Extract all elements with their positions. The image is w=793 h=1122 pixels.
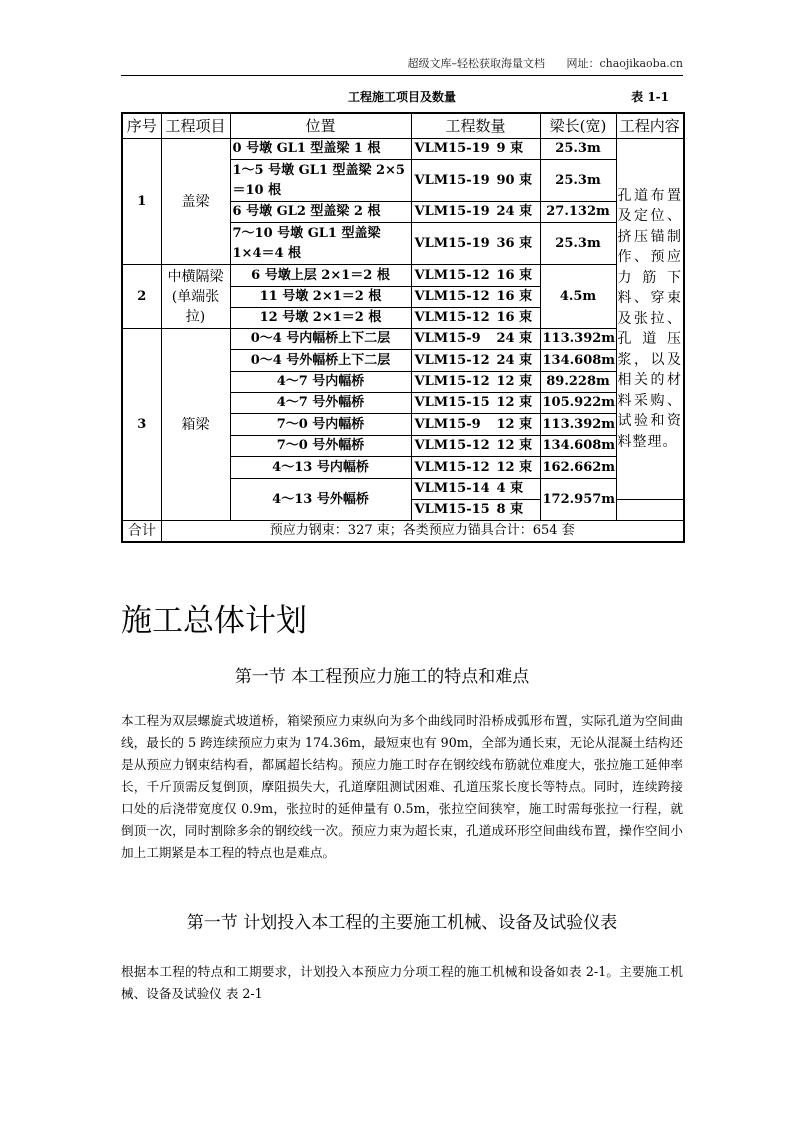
location-cell: 7～10 号墩 GL1 型盖梁 1×4＝4 根 xyxy=(230,223,411,265)
location-cell: 4～7 号内幅桥 xyxy=(230,372,411,393)
strand-count: 16 束 xyxy=(496,267,533,283)
anchor-model: VLM15-19 xyxy=(414,204,490,219)
location-cell: 1～5 号墩 GL1 型盖梁 2×5＝10 根 xyxy=(230,160,411,202)
strand-count: 12 束 xyxy=(496,459,533,475)
length-cell: 4.5m xyxy=(540,265,616,329)
quantity-cell xyxy=(411,500,540,521)
anchor-model: VLM15-15 xyxy=(414,395,490,410)
project-cell: 箱梁 xyxy=(161,329,230,521)
header-location: 位置 xyxy=(230,113,411,139)
quantity-cell xyxy=(411,287,540,308)
location-cell: 12 号墩 2×1＝2 根 xyxy=(230,308,411,329)
seq-cell: 1 xyxy=(122,139,161,265)
location-cell: 4～13 号内幅桥 xyxy=(230,457,411,479)
anchor-model: VLM15-19 xyxy=(414,235,490,251)
length-cell: 25.3m xyxy=(540,223,616,265)
quantity-cell xyxy=(411,139,540,160)
section-2-body: 根据本工程的特点和工期要求，计划投入本预应力分项工程的施工机械和设备如表 2-1。主要施工机械、设备及试验仪 表 2-1 xyxy=(121,964,683,1001)
quantity-cell xyxy=(411,350,540,372)
quantity-cell xyxy=(411,436,540,457)
anchor-model: VLM15-19 xyxy=(414,141,490,156)
strand-count: 12 束 xyxy=(496,374,533,389)
total-row xyxy=(122,521,684,543)
location-cell: 4～7 号外幅桥 xyxy=(230,393,411,414)
strand-count: 24 束 xyxy=(496,352,533,368)
quantity-cell xyxy=(411,479,540,500)
strand-count: 12 束 xyxy=(496,395,533,410)
table-caption xyxy=(121,88,683,106)
location-cell: 11 号墩 2×1＝2 根 xyxy=(230,287,411,308)
total-text: 预应力钢束：327 束；各类预应力锚具合计：654 套 xyxy=(161,521,684,543)
length-cell: 27.132m xyxy=(540,202,616,223)
section-1-body: 本工程为双层螺旋式坡道桥，箱梁预应力束纵向为多个曲线同时沿桥成弧形布置，实际孔道为空间曲线，最长的 5 跨连续预应力束为 174.36m，最短束也有 90m，全部为通长束，无论从混凝土结构还是从预应力钢束结构看，都属超长结构。预应力施工时存在钢绞线布筋就位难度大，张拉施工延伸率长，千斤顶需反复倒顶，摩阻损失大，孔道摩阻测试困难、孔道压浆长度长等特点。同时，连续跨接口处的后浇带宽度仅 0.9m，张拉时的延伸量有 0.5m，张拉空间狭窄，施工时需每张拉一行程，就倒顶一次，同时割除多余的钢绞线一次。预应力束为超长束，孔道成环形空间曲线布置，操作空间小加上工期紧是本工程的特点也是难点。 xyxy=(121,713,683,860)
table-number: 表 1-1 xyxy=(631,90,669,104)
strand-count: 16 束 xyxy=(496,310,533,325)
quantity-cell xyxy=(411,457,540,479)
header-seq: 序号 xyxy=(122,113,161,139)
length-cell: 89.228m xyxy=(540,372,616,393)
table-row xyxy=(122,139,684,160)
total-label: 合计 xyxy=(122,521,161,543)
location-cell: 7～0 号外幅桥 xyxy=(230,436,411,457)
strand-count: 24 束 xyxy=(496,331,533,346)
seq-cell: 3 xyxy=(122,329,161,521)
quantity-cell xyxy=(411,202,540,223)
header-project: 工程项目 xyxy=(161,113,230,139)
length-cell: 105.922m xyxy=(540,393,616,414)
location-cell: 6 号墩 GL2 型盖梁 2 根 xyxy=(230,202,411,223)
project-cell: 盖梁 xyxy=(161,139,230,265)
length-cell: 113.392m xyxy=(540,414,616,436)
main-title: 施工总体计划 xyxy=(121,603,307,639)
table-row xyxy=(122,329,684,350)
anchor-model: VLM15-12 xyxy=(414,459,490,475)
quantity-cell xyxy=(411,329,540,350)
quantity-cell xyxy=(411,308,540,329)
location-cell: 6 号墩上层 2×1＝2 根 xyxy=(230,265,411,287)
location-cell: 4～13 号外幅桥 xyxy=(230,479,411,521)
quantity-cell xyxy=(411,393,540,414)
table-row xyxy=(122,265,684,287)
length-cell: 25.3m xyxy=(540,160,616,202)
length-cell: 134.608m xyxy=(540,350,616,372)
seq-cell: 2 xyxy=(122,265,161,329)
quantity-cell xyxy=(411,223,540,265)
page-header xyxy=(121,55,683,76)
anchor-model: VLM15-12 xyxy=(414,310,490,325)
anchor-model: VLM15-12 xyxy=(414,267,490,283)
quantity-cell xyxy=(411,265,540,287)
anchor-model: VLM15-9 xyxy=(414,416,481,432)
length-cell: 113.392m xyxy=(540,329,616,350)
anchor-model: VLM15-14 xyxy=(414,481,490,496)
section-1-title: 第一节 本工程预应力施工的特点和难点 xyxy=(234,667,530,687)
table-title: 工程施工项目及数量 xyxy=(347,90,456,104)
project-cell: 中横隔梁(单端张拉) xyxy=(161,265,230,329)
anchor-model: VLM15-9 xyxy=(414,331,481,346)
length-cell: 25.3m xyxy=(540,139,616,160)
header-length: 梁长(宽) xyxy=(540,113,616,139)
header-quantity: 工程数量 xyxy=(411,113,540,139)
strand-count: 4 束 xyxy=(496,481,524,496)
anchor-model: VLM15-15 xyxy=(414,502,490,517)
work-content-cell: 孔道布置及定位、挤压锚制作、预应力筋下料、穿束及张拉、孔道压浆，以及相关的材料采购、试验和资料整理。 xyxy=(616,139,684,500)
quantity-cell xyxy=(411,372,540,393)
anchor-model: VLM15-12 xyxy=(414,352,490,368)
length-cell: 172.957m xyxy=(540,479,616,521)
quantity-cell xyxy=(411,414,540,436)
location-cell: 0 号墩 GL1 型盖梁 1 根 xyxy=(230,139,411,160)
strand-count: 24 束 xyxy=(496,204,533,219)
table-header-row xyxy=(122,113,684,139)
strand-count: 12 束 xyxy=(496,416,533,432)
section-2-title: 第一节 计划投入本工程的主要施工机械、设备及试验仪表 xyxy=(186,913,618,933)
strand-count: 9 束 xyxy=(496,141,524,156)
strand-count: 8 束 xyxy=(496,502,524,517)
anchor-model: VLM15-12 xyxy=(414,289,490,304)
strand-count: 16 束 xyxy=(496,289,533,304)
length-cell: 162.662m xyxy=(540,457,616,479)
strand-count: 12 束 xyxy=(496,438,533,453)
anchor-model: VLM15-19 xyxy=(414,172,490,188)
header-url: 网址：chaojikaoba.cn xyxy=(566,57,683,70)
header-site-name: 超级文库–轻松获取海量文档 xyxy=(407,57,545,70)
strand-count: 90 束 xyxy=(496,172,533,188)
anchor-model: VLM15-12 xyxy=(414,438,490,453)
quantity-cell xyxy=(411,160,540,202)
anchor-model: VLM15-12 xyxy=(414,374,490,389)
strand-count: 36 束 xyxy=(496,235,533,251)
length-cell: 134.608m xyxy=(540,436,616,457)
location-cell: 0～4 号内幅桥上下二层 xyxy=(230,329,411,350)
header-content: 工程内容 xyxy=(616,113,684,139)
quantities-table xyxy=(121,112,685,543)
location-cell: 0～4 号外幅桥上下二层 xyxy=(230,350,411,372)
location-cell: 7～0 号内幅桥 xyxy=(230,414,411,436)
